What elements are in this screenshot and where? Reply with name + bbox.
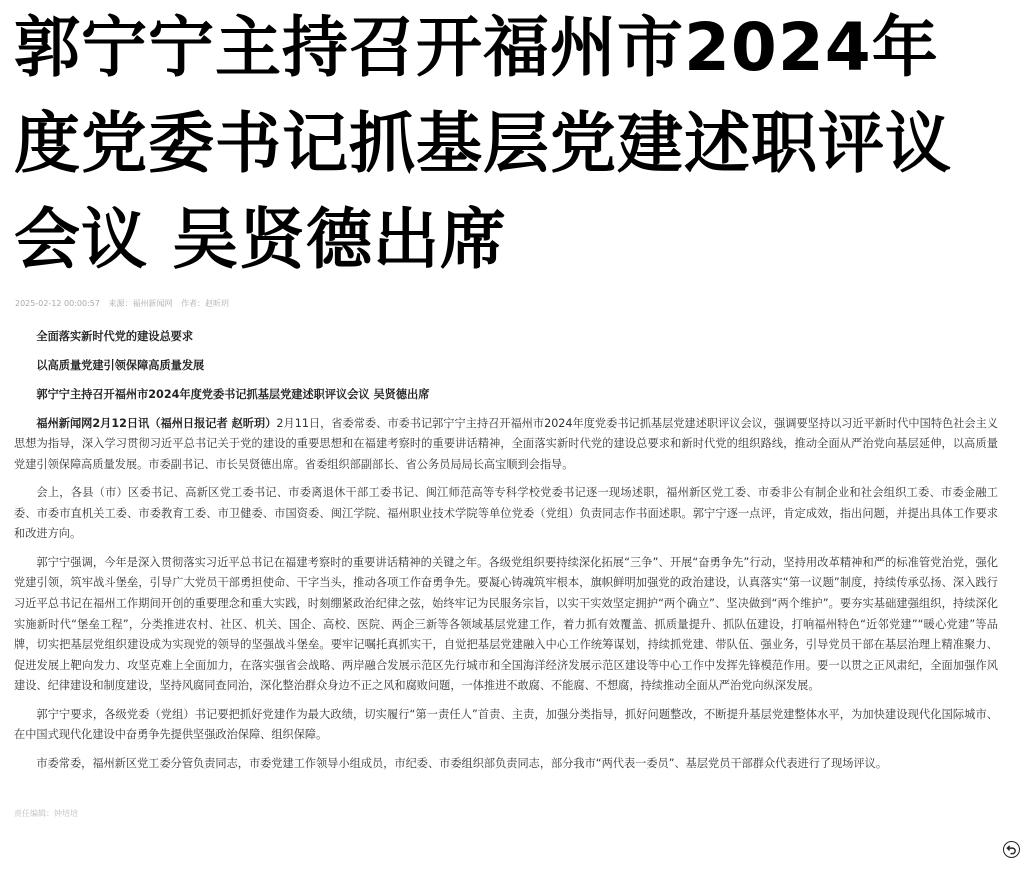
subheading: 全面落实新时代党的建设总要求 bbox=[36, 330, 194, 343]
paragraph: 郭宁宁强调，今年是深入贯彻落实习近平总书记在福建考察时的重要讲话精神的关键之年。各级党组织要持续深化拓展“三争”、开展“奋勇争先”行动，坚持用改革精神和严的标准管党治党，强化党建引领，筑牢战斗堡垒，引导广大党员干部勇担使命、干字当头，推动各项工作奋勇争先。要凝心铸魂筑牢根本，旗帜鲜明加强党的政治建设，认真落实“第一议题”制度，持续传承弘扬、深入践行习近平总书记在福州工作期间开创的重要理念和重大实践，时刻绷紧政治纪律之弦，始终牢记为民服务宗旨，以实干实效坚定拥护“两个确立”、坚决做到“两个维护”。要夯实基础建强组织，持续深化实施新时代“堡垒工程”，分类推进农村、社区、机关、国企、高校、医院、两企三新等各领域基层党建工作，着力抓有效覆盖、抓质量提升、抓队伍建设，打响福州特色“近邻党建”“暖心党建”等品牌，切实把基层党组织建设成为实现党的领导的坚强战斗堡垒。要牢记嘱托真抓实干，自觉把基层党建融入中心工作统筹谋划，持续抓党建、带队伍、强业务，引导党员干部在基层治理上精准聚力、促进发展上靶向发力、攻坚克难上全面加力，在落实强省会战略、两岸融合发展示范区先行城市和全国海洋经济发展示范区建设等中心工作中发挥先锋模范作用。要一以贯之正风肃纪，全面加强作风建设、纪律建设和制度建设，坚持风腐同查同治，深化整治群众身边不正之风和腐败问题，一体推进不敢腐、不能腐、不想腐，持续推动全面从严治党向纵深发展。 bbox=[14, 555, 998, 693]
paragraph-text: 2月11日，省委常委、市委书记郭宁宁主持召开福州市2024年度党委书记抓基层党建述职评议会议，强调要坚持以习近平新时代中国特色社会主义思想为指导，深入学习贯彻习近平总书记关于党的建设的重要思想和在福建考察时的重要讲话精神，全面落实新时代党的建设总要求和新时代党的组织路线，推动全面从严治党向基层延伸，以高质量党建引领保障高质量发展。市委副书记、市长吴贤德出席。省委组织部副部长、省公务员局局长高宝顺到会指导。 bbox=[14, 416, 998, 471]
article-meta bbox=[15, 298, 235, 309]
paragraph: 郭宁宁要求，各级党委（党组）书记要把抓好党建作为最大政绩，切实履行“第一责任人”首责、主责，加强分类指导，抓好问题整改，不断提升基层党建整体水平，为加快建设现代化国际城市、在中国式现代化建设中奋勇争先提供坚强政治保障、组织保障。 bbox=[14, 707, 998, 742]
paragraph: 会上，各县（市）区委书记、高新区党工委书记、市委离退休干部工委书记、闽江师范高等专科学校党委书记逐一现场述职，福州新区党工委、市委非公有制企业和社会组织工委、市委金融工委、市委市直机关工委、市委教育工委、市卫健委、市国资委、闽江学院、福州职业技术学院等单位党委（党组）负责同志作书面述职。郭宁宁逐一点评，肯定成效，指出问题，并提出具体工作要求和改进方向。 bbox=[14, 486, 998, 541]
paragraph bbox=[14, 414, 998, 476]
news-lead: 福州新闻网2月12日讯（福州日报记者 赵昕玥） bbox=[36, 416, 277, 430]
back-arrow-icon bbox=[1006, 844, 1017, 855]
responsible-editor: 责任编辑：钟培培 bbox=[14, 809, 78, 818]
author-label: 作者：赵昕玥 bbox=[181, 299, 230, 308]
paragraph: 市委常委，福州新区党工委分管负责同志，市委党建工作领导小组成员，市纪委、市委组织部负责同志，部分我市“两代表一委员”、基层党员干部群众代表进行了现场评议。 bbox=[36, 756, 888, 770]
source-label: 来源：福州新闻网 bbox=[108, 299, 173, 308]
subheading: 郭宁宁主持召开福州市2024年度党委书记抓基层党建述职评议会议 吴贤德出席 bbox=[36, 387, 430, 401]
publish-datetime: 2025-02-12 00:00:57 bbox=[15, 299, 100, 308]
article-body bbox=[14, 327, 998, 782]
subheading: 以高质量党建引领保障高质量发展 bbox=[36, 358, 205, 372]
back-button[interactable] bbox=[1003, 841, 1020, 858]
article-title: 郭宁宁主持召开福州市2024年度党委书记抓基层党建述职评议会议 吴贤德出席 bbox=[14, 9, 952, 278]
